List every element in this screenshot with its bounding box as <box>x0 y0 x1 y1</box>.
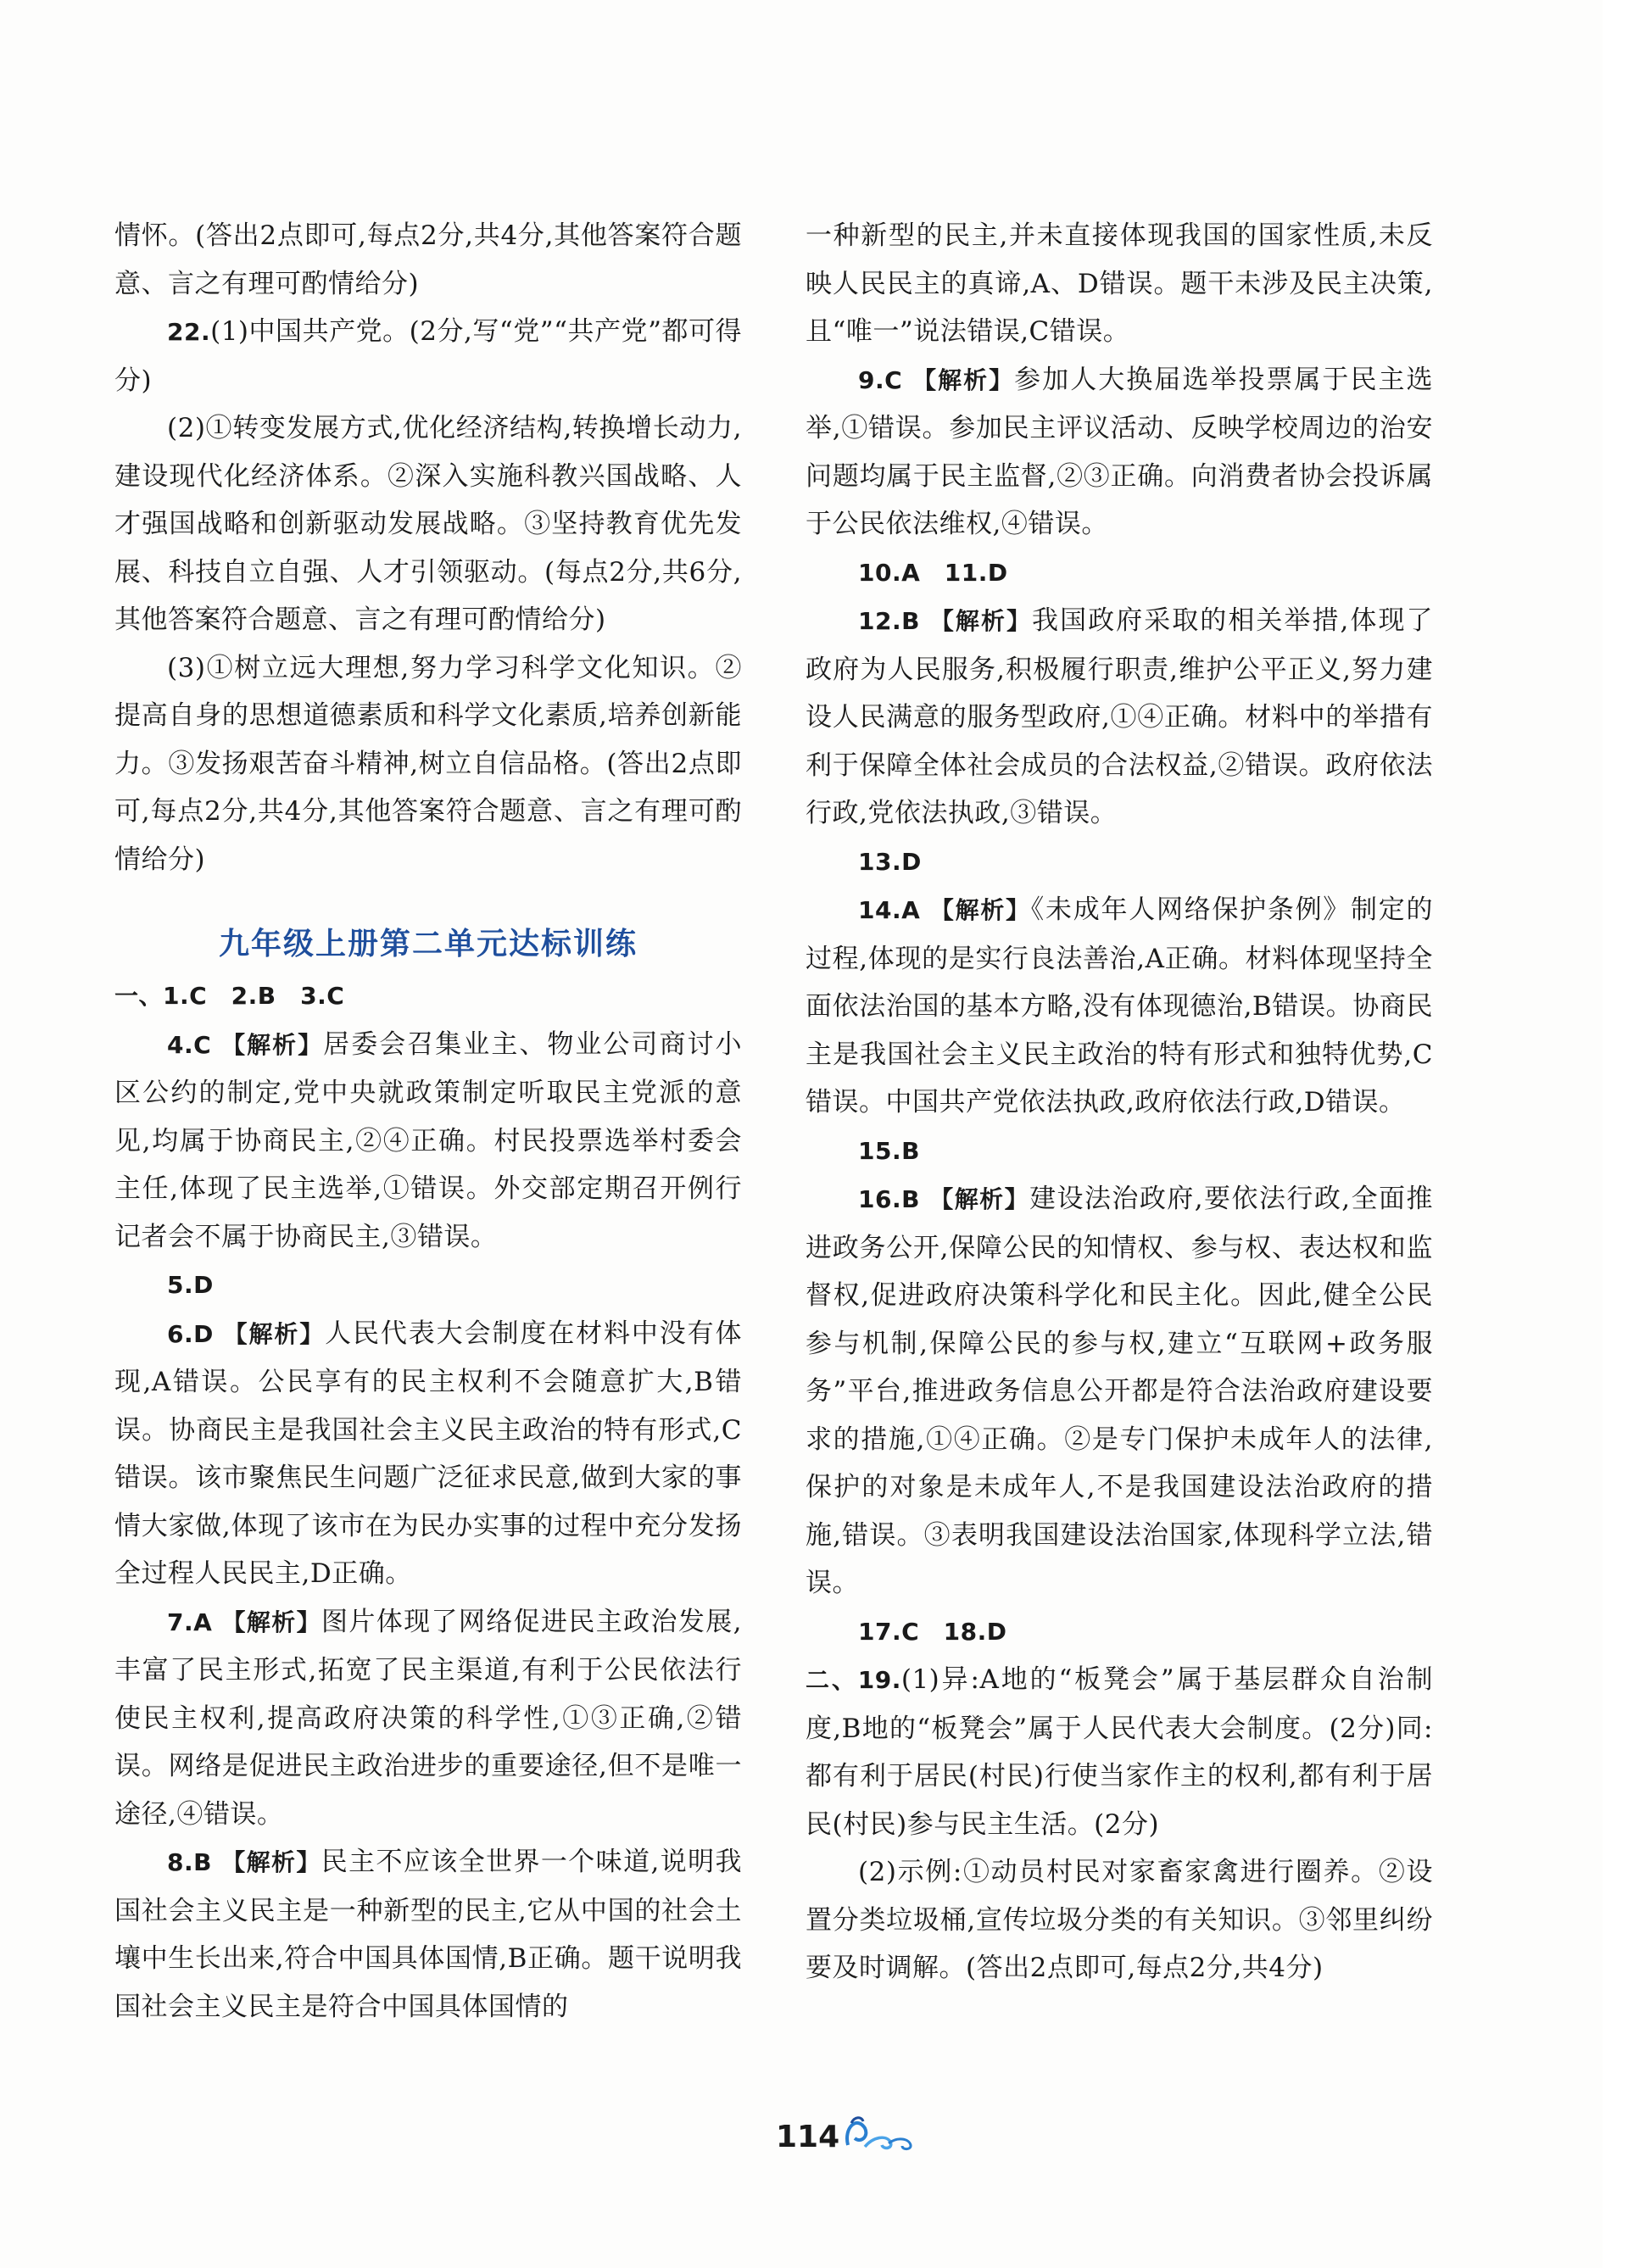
answer-4: 4.C 【解析】居委会召集业主、物业公司商讨小区公约的制定,党中央就政策制定听取民主党派的意见,均属于协商民主,②④正确。村民投票选举村委会主任,体现了民主选举,①错误。外交部定期召开例行记者会不属于协商民主,③错误。 <box>114 1028 743 1252</box>
question-number: 16.B <box>858 1185 920 1213</box>
answers-17-18: 17.C 18.D <box>858 1617 1007 1646</box>
question-number: 4.C <box>167 1030 212 1059</box>
question-number: 12.B <box>858 607 920 635</box>
answer-19-part2: (2)示例:①动员村民对家畜家禽进行圈养。②设置分类垃圾桶,宣传垃圾分类的有关知识。③邻里纠纷要及时调解。(答出2点即可,每点2分,共4分) <box>806 1857 1433 1983</box>
answer-5: 5.D <box>167 1271 214 1299</box>
answer-22-part3: (3)①树立远大理想,努力学习科学文化知识。②提高自身的思想道德素质和科学文化素质,培养创新能力。③发扬艰苦奋斗精神,树立自信品格。(答出2点即可,每点2分,共4分,其他答案符合题意、言之有理可酌情给分) <box>114 652 742 875</box>
answer-7: 7.A 【解析】图片体现了网络促进民主政治发展,丰富了民主形式,拓宽了民主渠道,有利于公民依法行使民主权利,提高政府决策的科学性,①③正确,②错误。网络是促进民主政治进步的重要途径,但不是唯一途径,④错误。 <box>114 1606 742 1830</box>
question-number: 6.D <box>167 1319 214 1348</box>
analysis-tag: 【解析】 <box>221 1608 322 1636</box>
left-column <box>114 212 742 2031</box>
answers-10-11: 10.A 11.D <box>858 558 1008 587</box>
swirl-logo-icon <box>839 2111 916 2157</box>
question-number: 14.A <box>858 896 921 924</box>
question-number: 9.C <box>858 365 903 394</box>
answer-6: 6.D 【解析】人民代表大会制度在材料中没有体现,A错误。公民享有的民主权利不会随意扩大,B错误。协商民主是我国社会主义民主政治的特有形式,C错误。该市聚焦民生问题广泛征求民意,做到大家的事情大家做,体现了该市在为民办实事的过程中充分发扬全过程人民民主,D正确。 <box>114 1318 742 1589</box>
answer-14: 14.A 【解析】《未成年人网络保护条例》制定的过程,体现的是实行良法善治,A正确。材料体现坚持全面依法治国的基本方略,没有体现德治,B错误。协商民主是我国社会主义民主政治的特有形式和独特优势,C错误。中国共产党依法执政,政府依法行政,D错误。 <box>806 894 1433 1117</box>
analysis-tag: 【解析】 <box>929 1185 1030 1213</box>
analysis-tag: 【解析】 <box>221 1848 321 1876</box>
section-title: 九年级上册第二单元达标训练 <box>218 927 638 961</box>
answer-22-part2: (2)①转变发展方式,优化经济结构,转换增长动力,建设现代化经济体系。②深入实施科教兴国战略、人才强国战略和创新驱动发展战略。③坚持教育优先发展、科技自立自强、人才引领驱动。(每点2分,共6分,其他答案符合题意、言之有理可酌情给分) <box>114 413 742 635</box>
question-number: 7.A <box>167 1608 213 1636</box>
right-column <box>806 212 1433 1992</box>
page-number: 114 <box>776 2120 840 2154</box>
answer-22-part1: 22.(1)中国共产党。(2分,写“党”“共产党”都可得分) <box>114 316 742 396</box>
answer-8-continued: 一种新型的民主,并未直接体现我国的国家性质,未反映人民民主的真谛,A、D错误。题干未涉及民主决策,且“唯一”说法错误,C错误。 <box>806 220 1433 347</box>
answer-9: 9.C 【解析】参加人大换届选举投票属于民主选举,①错误。参加民主评议活动、反映学校周边的治安问题均属于民主监督,②③正确。向消费者协会投诉属于公民依法维权,④错误。 <box>806 364 1434 539</box>
analysis-tag: 【解析】 <box>912 365 1015 394</box>
answer-15: 15.B <box>858 1136 920 1165</box>
answer-13: 13.D <box>858 847 922 876</box>
answer-19-part1: 二、19.(1)异:A地的“板凳会”属于基层群众自治制度,B地的“板凳会”属于人民代表大会制度。(2分)同:都有利于居民(村民)行使当家作主的权利,都有利于居民(村民)参与民主生活。(2分) <box>806 1664 1433 1840</box>
answers-1-3: 一、1.C 2.B 3.C <box>114 982 345 1010</box>
analysis-tag: 【解析】 <box>929 896 1031 924</box>
answer-12: 12.B 【解析】我国政府采取的相关举措,体现了政府为人民服务,积极履行职责,维护公平正义,努力建设人民满意的服务型政府,①④正确。材料中的举措有利于保障全体社会成员的合法权益,②错误。政府依法行政,党依法执政,③错误。 <box>806 605 1433 828</box>
answer-paragraph: 情怀。(答出2点即可,每点2分,共4分,其他答案符合题意、言之有理可酌情给分) <box>114 220 742 299</box>
question-number: 二、19. <box>806 1666 901 1694</box>
analysis-tag: 【解析】 <box>221 1030 324 1059</box>
analysis-tag: 【解析】 <box>929 607 1033 635</box>
question-number: 8.B <box>167 1848 212 1876</box>
answer-16: 16.B 【解析】建设法治政府,要依法行政,全面推进政务公开,保障公民的知情权、参与权、表达权和监督权,促进政府决策科学化和民主化。因此,健全公民参与机制,保障公民的参与权,建立“互联网+政务服务”平台,推进政务信息公开都是符合法治政府建设要求的措施,①④正确。②是专门保护未成年人的法律,保护的对象是未成年人,不是我国建设法治政府的措施,错误。③表明我国建设法治国家,体现科学立法,错误。 <box>806 1184 1433 1598</box>
analysis-tag: 【解析】 <box>223 1319 326 1348</box>
question-number: 22. <box>167 318 211 346</box>
answer-8: 8.B 【解析】民主不应该全世界一个味道,说明我国社会主义民主是一种新型的民主,它从中国的社会土壤中生长出来,符合中国具体国情,B正确。题干说明我国社会主义民主是符合中国具体国情的 <box>114 1847 742 2022</box>
